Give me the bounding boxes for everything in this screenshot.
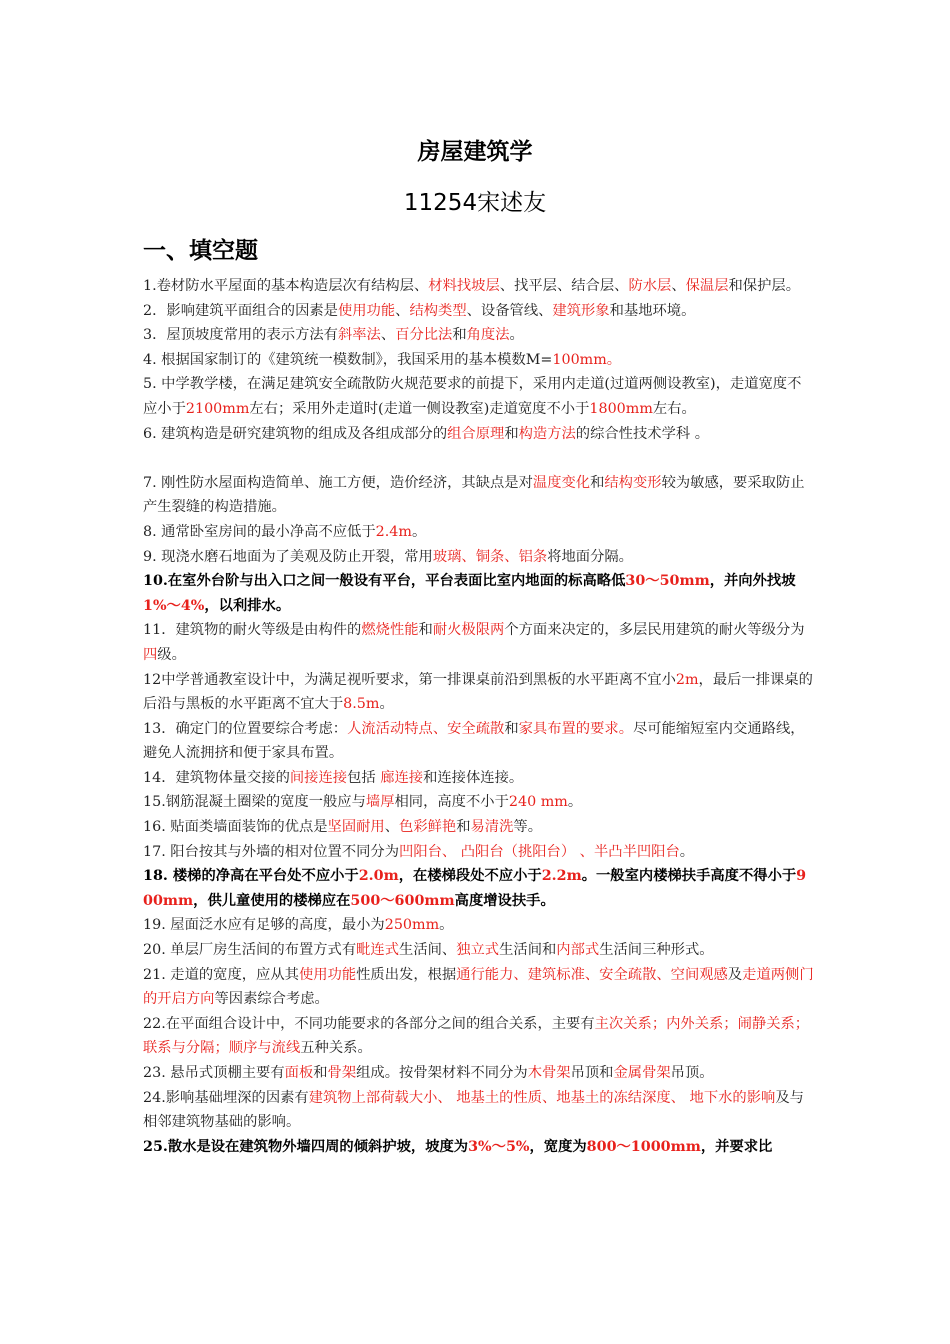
question-text: 10.在室外台阶与出入口之间一般设有平台，平台表面比室内地面的标高略低 bbox=[143, 573, 626, 590]
question-text: 2．影响建筑平面组合的因素是 bbox=[143, 302, 338, 319]
question-text: 将地面分隔。 bbox=[547, 548, 633, 565]
answer-text: 建筑形象 bbox=[552, 302, 610, 319]
question-text: 22.在平面组合设计中，不同功能要求的各部分之间的组合关系，主要有 bbox=[143, 1015, 595, 1032]
question-text: 9. 现浇水磨石地面为了美观及防止开裂，常用 bbox=[143, 548, 433, 565]
question-text: 生活间、 bbox=[399, 942, 457, 959]
question-item bbox=[143, 618, 815, 667]
question-item bbox=[143, 766, 815, 791]
answer-text: 防水层 bbox=[628, 278, 672, 294]
answer-text: 内部式 bbox=[556, 942, 600, 959]
answer-text: 2.4m bbox=[375, 523, 412, 540]
question-text: 及与相邻建筑物基础的影响。 bbox=[143, 1089, 804, 1131]
answer-text: 主次关系；内外关系；闹静关系；联系与分隔；顺序与流线 bbox=[143, 1015, 810, 1057]
question-text: ，最后一排课桌的后沿与黑板的水平距离不宜大于 bbox=[143, 671, 813, 713]
question-text: 、 bbox=[380, 327, 396, 344]
document-subtitle: 11254宋述友 bbox=[403, 190, 547, 216]
answer-text: 温度变化 bbox=[532, 474, 591, 491]
answer-text: 使用功能 bbox=[298, 966, 357, 983]
answer-text: 组合原理 bbox=[447, 425, 505, 442]
answer-text: 100mm。 bbox=[552, 351, 622, 368]
question-item bbox=[143, 963, 815, 1012]
question-text: 。 bbox=[509, 327, 524, 344]
question-text: 1.卷材防水平屋面的基本构造层次有结构层、 bbox=[143, 278, 429, 294]
question-item bbox=[143, 864, 815, 913]
question-text: 。 bbox=[439, 917, 454, 934]
question-item bbox=[143, 569, 815, 618]
answer-text: 构造方法 bbox=[518, 425, 576, 442]
question-text: 等因素综合考虑。 bbox=[214, 991, 329, 1008]
answer-text: 燃烧性能 bbox=[361, 622, 419, 639]
question-item bbox=[143, 274, 815, 299]
question-list bbox=[143, 274, 815, 1159]
question-item bbox=[143, 938, 815, 963]
question-text: ，在楼梯段处不应小于 bbox=[398, 868, 542, 885]
question-text: 、找平层、结合层、 bbox=[499, 278, 629, 294]
answer-text: 间接连接 bbox=[289, 769, 348, 786]
answer-text: 家具布置的要求。 bbox=[518, 720, 633, 737]
question-text: 。 bbox=[567, 794, 583, 811]
question-text: 和 bbox=[313, 1065, 328, 1081]
question-text: 19. 屋面泛水应有足够的高度，最小为 bbox=[143, 917, 385, 934]
question-item bbox=[143, 299, 815, 324]
question-item bbox=[143, 1135, 815, 1160]
question-text: 左右。 bbox=[652, 400, 696, 417]
question-text: 23. 悬吊式顶棚主要有 bbox=[143, 1065, 285, 1081]
question-text: 、 bbox=[384, 819, 400, 836]
answer-text: 500～600mm bbox=[350, 892, 455, 909]
document-title: 房屋建筑学 bbox=[417, 139, 533, 165]
answer-text: 四 bbox=[143, 646, 158, 663]
question-text: 。 bbox=[411, 523, 427, 540]
question-text: 尽可能缩短室内交通路线，避免人流拥挤和便于家具布置。 bbox=[143, 720, 805, 762]
question-text: 。 bbox=[679, 843, 695, 860]
answer-text: 900mm bbox=[143, 868, 807, 909]
question-item bbox=[143, 348, 815, 373]
question-text: 和 bbox=[504, 425, 519, 442]
answer-text: 独立式 bbox=[456, 942, 500, 959]
question-item bbox=[143, 913, 815, 938]
answer-text: 毗连式 bbox=[356, 942, 400, 959]
question-item bbox=[143, 815, 815, 840]
answer-text: 角度法 bbox=[466, 327, 510, 344]
answer-text: 3%～5% bbox=[468, 1138, 530, 1155]
answer-text: 斜率法 bbox=[337, 327, 381, 344]
answer-text: 凹阳台、 凸阳台（挑阳台） 、半凸半凹阳台 bbox=[399, 843, 680, 860]
question-text: 及 bbox=[727, 966, 743, 983]
section-heading: 一、填空题 bbox=[143, 238, 258, 264]
question-text: ，宽度为 bbox=[529, 1138, 587, 1155]
question-item bbox=[143, 1012, 815, 1061]
question-item bbox=[143, 545, 815, 570]
answer-text: 易清洗 bbox=[470, 819, 514, 836]
question-text: 和 bbox=[456, 819, 471, 836]
answer-text: 百分比法 bbox=[395, 327, 453, 344]
answer-text: 坚固耐用 bbox=[327, 819, 385, 836]
answer-text: 保温层 bbox=[685, 278, 729, 294]
question-text: 和连接体连接。 bbox=[423, 769, 524, 786]
question-text: ，以利排水。 bbox=[204, 597, 291, 614]
question-text: 20. 单层厂房生活间的布置方式有 bbox=[143, 942, 357, 959]
question-text: 和 bbox=[418, 622, 433, 639]
question-text: 吊顶和 bbox=[570, 1065, 614, 1081]
question-text: 13．确定门的位置要综合考虑： bbox=[143, 720, 348, 737]
question-text: 24.影响基础埋深的因素有 bbox=[143, 1089, 309, 1106]
answer-text: 材料找坡层 bbox=[428, 278, 500, 294]
question-text: 包括 bbox=[347, 769, 381, 786]
question-text: 相同，高度不小于 bbox=[394, 794, 509, 811]
question-text: 12中学普通教室设计中，为满足视听要求，第一排课桌前沿到黑板的水平距离不宜小 bbox=[143, 671, 676, 688]
question-text: ，供儿童使用的楼梯应在 bbox=[193, 892, 351, 909]
answer-text: 通行能力、建筑标准、安全疏散、空间观感 bbox=[456, 966, 728, 983]
question-text: 左右；采用外走道时(走道一侧设教室)走道宽度不小于 bbox=[249, 400, 590, 417]
question-text: 11．建筑物的耐火等级是由构件的 bbox=[143, 622, 362, 639]
answer-text: 面板 bbox=[284, 1065, 314, 1081]
question-text: 个方面来决定的，多层民用建筑的耐火等级分为 bbox=[504, 622, 805, 639]
question-item bbox=[143, 840, 815, 865]
question-text: 高度增设扶手。 bbox=[454, 892, 555, 909]
answer-text: 1%～4% bbox=[143, 597, 205, 614]
question-item bbox=[143, 422, 815, 447]
answer-text: 30～50mm bbox=[625, 573, 710, 590]
question-item bbox=[143, 1086, 815, 1135]
answer-text: 玻璃、铜条、铝条 bbox=[432, 548, 548, 565]
answer-text: 结构变形 bbox=[604, 474, 662, 491]
question-text: 和保护层。 bbox=[728, 278, 800, 294]
question-text: 17. 阳台按其与外墙的相对位置不同分为 bbox=[143, 843, 400, 860]
answer-text: 骨架 bbox=[327, 1065, 357, 1081]
question-text: 吊顶。 bbox=[670, 1065, 714, 1081]
answer-text: 木骨架 bbox=[527, 1065, 571, 1081]
question-text: 生活间和 bbox=[499, 942, 557, 959]
question-text: 7. 刚性防水屋面构造简单、施工方便，造价经济，其缺点是对 bbox=[143, 474, 533, 491]
question-text: 15.钢筋混凝土圈梁的宽度一般应与 bbox=[143, 794, 366, 811]
question-text: 级。 bbox=[157, 646, 186, 663]
question-item bbox=[143, 372, 815, 421]
answer-text: 耐火极限两 bbox=[432, 622, 505, 639]
question-text: 和基地环境。 bbox=[609, 302, 696, 319]
question-text: 5. 中学教学楼，在满足建筑安全疏散防火规范要求的前提下，采用内走道(过道两侧设教室)，走道宽度不应小于 bbox=[143, 376, 802, 417]
answer-text: 240 mm bbox=[508, 794, 568, 811]
answer-text: 1800mm bbox=[589, 400, 653, 417]
question-text: 18. 楼梯的净高在平台处不应小于 bbox=[143, 868, 359, 885]
question-item bbox=[143, 323, 815, 348]
question-text: 性质出发，根据 bbox=[356, 966, 457, 983]
question-text: ，并要求比 bbox=[700, 1138, 773, 1155]
answer-text: 廊连接 bbox=[380, 769, 424, 786]
question-item bbox=[143, 471, 815, 520]
question-text: 14．建筑物体量交接的 bbox=[143, 769, 290, 786]
answer-text: 800～1000mm bbox=[586, 1138, 701, 1155]
answer-text: 墙厚 bbox=[365, 794, 395, 811]
question-item bbox=[143, 668, 815, 717]
question-text: 、 bbox=[671, 278, 686, 294]
answer-text: 8.5m bbox=[343, 696, 380, 713]
answer-text: 250mm bbox=[384, 917, 440, 934]
question-item bbox=[143, 717, 815, 766]
question-text: 五种关系。 bbox=[300, 1040, 372, 1057]
question-text: 和 bbox=[452, 327, 467, 344]
question-text: 、 bbox=[395, 302, 410, 319]
answer-text: 建筑物上部荷载大小、 地基土的性质、地基土的冻结深度、 地下水的影响 bbox=[308, 1089, 776, 1106]
answer-text: 使用功能 bbox=[337, 302, 396, 319]
question-text: 4. 根据国家制订的《建筑统一模数制》，我国采用的基本模数M= bbox=[143, 351, 553, 368]
question-text: 16. 贴面类墙面装饰的优点是 bbox=[143, 819, 328, 836]
question-text: 。一般室内楼梯扶手高度不得小于 bbox=[581, 868, 797, 885]
answer-text: 2.2m bbox=[541, 868, 582, 885]
question-text: 组成。按骨架材料不同分为 bbox=[356, 1065, 528, 1081]
answer-text: 2100mm bbox=[185, 400, 250, 417]
question-item bbox=[143, 790, 815, 815]
question-item bbox=[143, 520, 815, 545]
question-text: 较为敏感，要采取防止产生裂缝的构造措施。 bbox=[143, 474, 805, 516]
answer-text: 走道两侧门的开启方向 bbox=[143, 966, 814, 1008]
question-text: 21. 走道的宽度，应从其 bbox=[143, 966, 299, 983]
answer-text: 结构类型 bbox=[409, 302, 467, 319]
question-text: 3．屋顶坡度常用的表示方法有 bbox=[143, 327, 338, 344]
answer-text: 金属骨架 bbox=[613, 1065, 671, 1081]
question-text: 的综合性技术学科 。 bbox=[575, 425, 710, 442]
question-text: 8. 通常卧室房间的最小净高不应低于 bbox=[143, 523, 376, 540]
question-text: 6. 建筑构造是研究建筑物的组成及各组成部分的 bbox=[143, 425, 448, 442]
question-item bbox=[143, 1061, 815, 1086]
question-text: 和 bbox=[504, 720, 519, 737]
question-text: 25.散水是设在建筑物外墙四周的倾斜护坡，坡度为 bbox=[143, 1138, 469, 1155]
answer-text: 2m bbox=[675, 671, 699, 688]
answer-text: 人流活动特点、安全疏散 bbox=[347, 720, 505, 737]
question-text: ，并向外找坡 bbox=[709, 573, 796, 590]
question-text: 和 bbox=[590, 474, 605, 491]
answer-text: 2.0m bbox=[358, 868, 399, 885]
question-text: 、设备管线、 bbox=[466, 302, 553, 319]
answer-text: 色彩鲜艳 bbox=[399, 819, 457, 836]
question-text: 等。 bbox=[513, 819, 542, 836]
question-text: 。 bbox=[379, 696, 394, 713]
question-text: 生活间三种形式。 bbox=[599, 942, 714, 959]
